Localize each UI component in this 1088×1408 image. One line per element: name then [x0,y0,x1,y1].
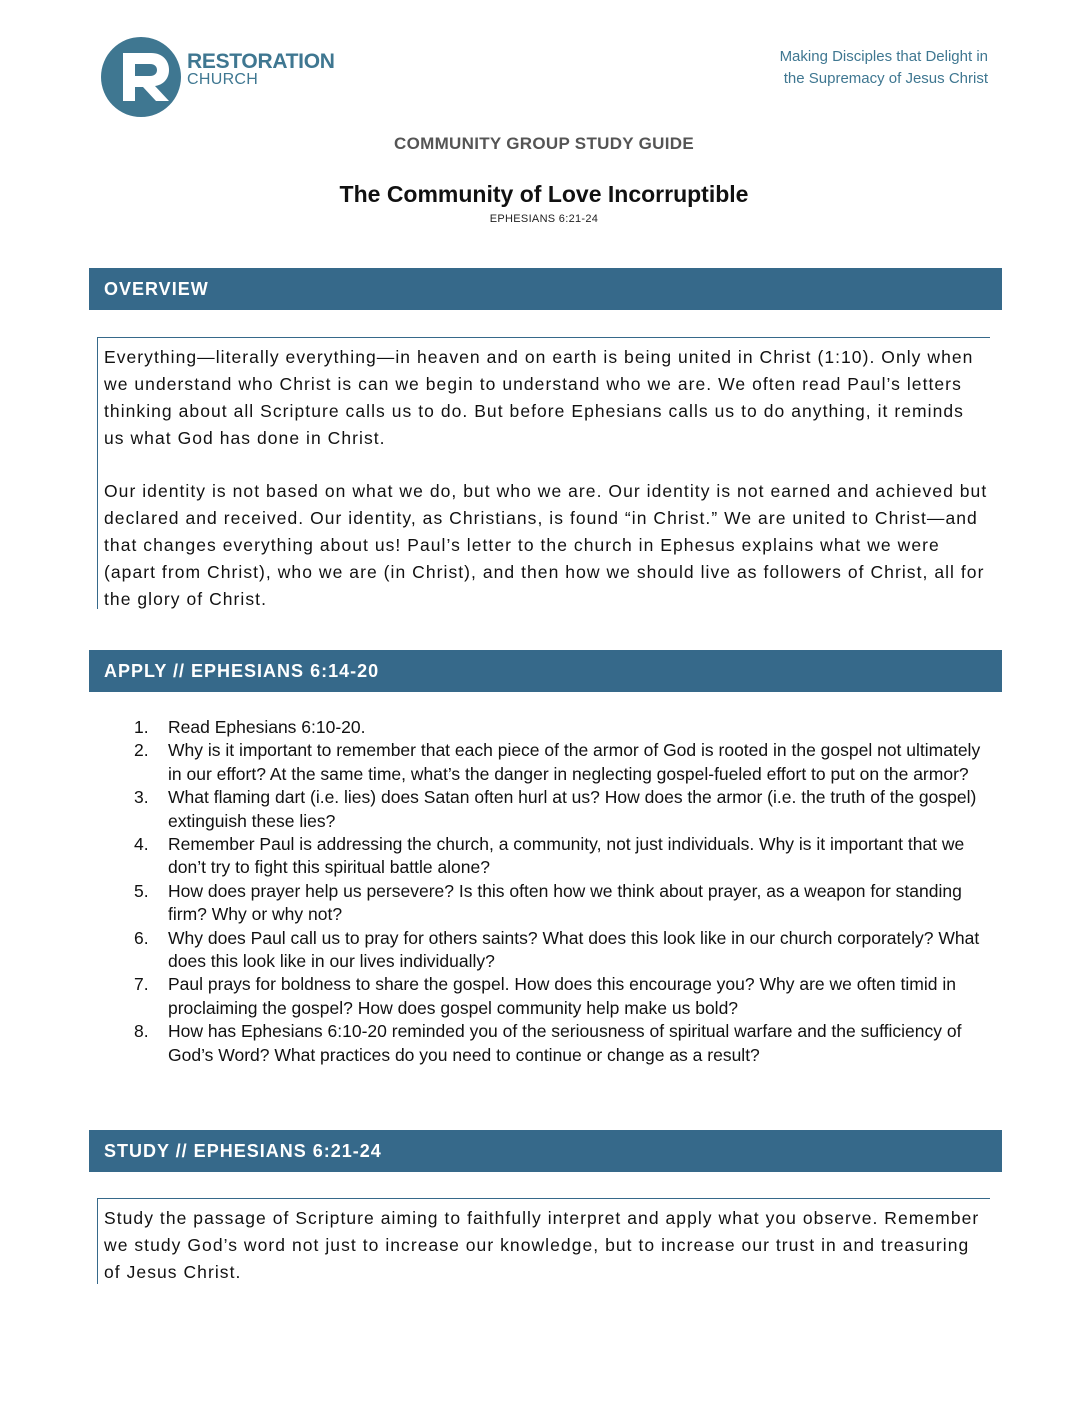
apply-question [134,739,994,786]
tagline-line-2: the Supremacy of Jesus Christ [783,70,988,87]
question-text: Why is it important to remember that each piece of the armor of God is rooted in the gospel not ultimately in our effort? At the same time, what’s the danger in neglecting gospel-fueled effort to put on the armor? [168,740,981,784]
logo-wordmark-church: CHURCH [187,71,259,88]
apply-question-list [134,716,994,1067]
question-number: 5. [134,880,149,901]
question-number: 8. [134,1021,149,1042]
logo-wordmark-restoration: RESTORATION [187,50,335,73]
question-number: 2. [134,740,149,761]
question-text: Paul prays for boldness to share the gospel. How does this encourage you? Why are we often timid in proclaiming the gospel? How does gospel community help make us bold? [168,974,956,1018]
apply-question [134,786,994,833]
question-text: Read Ephesians 6:10-20. [168,717,366,737]
apply-question [134,973,994,1020]
overview-paragraph-2: Our identity is not based on what we do, but who we are. Our identity is not earned and achieved but declared and received. Our identity, as Christians, is found “in Christ.” We are united to Christ—and that changes everything about us! Paul’s letter to the church in Ephesus explains what we were (apart from Christ), who we are (in Christ), and then how we should live as followers of Christ, all for the glory of Christ. [104,481,988,609]
overview-heading: OVERVIEW [89,268,1002,310]
scripture-reference: EPHESIANS 6:21-24 [489,213,599,225]
overview-box [97,337,990,609]
apply-question [134,880,994,927]
apply-question [134,1020,994,1067]
logo-r-icon [101,37,181,117]
question-text: What flaming dart (i.e. lies) does Satan often hurl at us? How does the armor (i.e. the truth of the gospel) extinguish these lies? [168,787,977,831]
study-heading: STUDY // EPHESIANS 6:21-24 [89,1130,1002,1172]
tagline [780,46,988,90]
apply-question [134,716,994,739]
question-number: 6. [134,927,149,948]
church-logo [101,37,401,117]
question-number: 7. [134,974,149,995]
apply-question [134,927,994,974]
question-text: How has Ephesians 6:10-20 reminded you of the seriousness of spiritual warfare and the sufficiency of God’s Word? What practices do you need to continue or change as a result? [168,1021,962,1065]
question-number: 1. [134,717,149,737]
page-title: The Community of Love Incorruptible [339,181,749,207]
overview-paragraph-1: Everything—literally everything—in heaven and on earth is being united in Christ (1:10). Only when we understand who Christ is can we begin to understand who we are. We often read Paul’s letters thinking about all Scripture calls us to do. But before Ephesians calls us to do anything, it reminds us what God has done in Christ. [104,347,974,448]
question-number: 3. [134,787,149,808]
guide-label: COMMUNITY GROUP STUDY GUIDE [394,134,694,153]
study-paragraph: Study the passage of Scripture aiming to faithfully interpret and apply what you observe. Remember we study God’s word not just to increase our knowledge, but to increase our trust in and treasuring of Jesus Christ. [104,1208,980,1282]
question-text: Remember Paul is addressing the church, a community, not just individuals. Why is it important that we don’t try to fight this spiritual battle alone? [168,834,965,878]
study-box [97,1198,990,1284]
tagline-line-1: Making Disciples that Delight in [779,48,988,65]
question-text: How does prayer help us persevere? Is this often how we think about prayer, as a weapon for standing firm? Why or why not? [168,880,962,925]
apply-question [134,833,994,880]
question-text: Why does Paul call us to pray for others saints? What does this look like in our church corporately? What does this look like in our lives individually? [168,927,980,972]
apply-heading: APPLY // EPHESIANS 6:14-20 [89,650,1002,692]
question-number: 4. [134,834,149,855]
